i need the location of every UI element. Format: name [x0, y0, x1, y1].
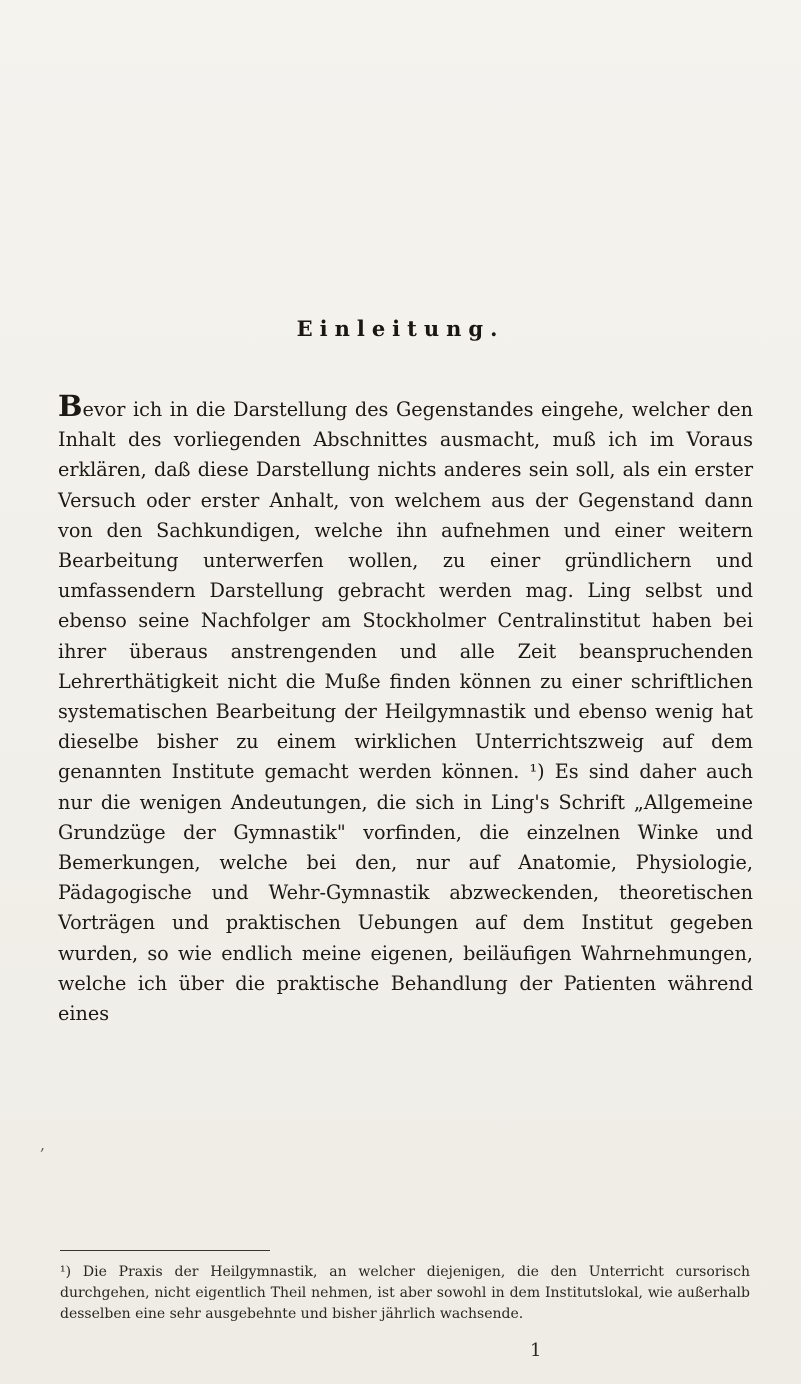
paragraph [58, 389, 753, 1029]
body-paragraph [58, 389, 753, 1029]
paragraph-text: evor ich in die Darstellung des Gegenstandes eingehe, welcher den Inhalt des vorliegenden Abschnittes ausmacht, muß ich im Voraus erklären, daß diese Darstellung nichts anderes sein soll, als ein erster Versuch oder erster Anhalt, von welchem aus der Gegenstand dann von den Sachkundigen, welche ihn aufnehmen und einer weitern Bearbeitung unterwerfen wollen, zu einer gründlichern und umfassendern Darstellung gebracht werden mag. Ling selbst und ebenso seine Nachfolger am Stockholmer Centralinstitut haben bei ihrer überaus anstrengenden und alle Zeit beanspruchenden Lehrerthätigkeit nicht die Muße finden können zu einer schriftlichen systematischen Bearbeitung der Heilgymnastik und ebenso wenig hat dieselbe bisher zu einem wirklichen Unterrichtszweig auf dem genannten Institute gemacht werden können. ¹) Es sind daher auch nur die wenigen Andeutungen, die sich in Ling's Schrift „Allgemeine Grundzüge der Gymnastik" vorfinden, die einzelnen Winke und Bemerkungen, welche bei den, nur auf Anatomie, Physiologie, Pädagogische und Wehr-Gymnastik abzweckenden, theoretischen Vorträgen und praktischen Uebungen auf dem Institut gegeben wurden, so wie endlich meine eigenen, beiläufigen Wahrnehmungen, welche ich über die praktische Behandlung der Patienten während eines [58, 398, 753, 1026]
drop-initial: B [58, 389, 83, 423]
margin-mark: , [40, 1135, 46, 1154]
page-title: Einleitung. [296, 316, 505, 341]
signature-mark: 1 [530, 1340, 542, 1361]
footnote-text: ¹) Die Praxis der Heilgymnastik, an welcher diejenigen, die den Unterricht cursorisch durchgehen, nicht eigentlich Theil nehmen, ist aber sowohl in dem Institutslokal, wie außerhalb desselben eine sehr ausgebehnte und bisher jährlich wachsende. [60, 1264, 750, 1322]
footnote [60, 1262, 750, 1325]
footnote-rule [60, 1250, 270, 1251]
